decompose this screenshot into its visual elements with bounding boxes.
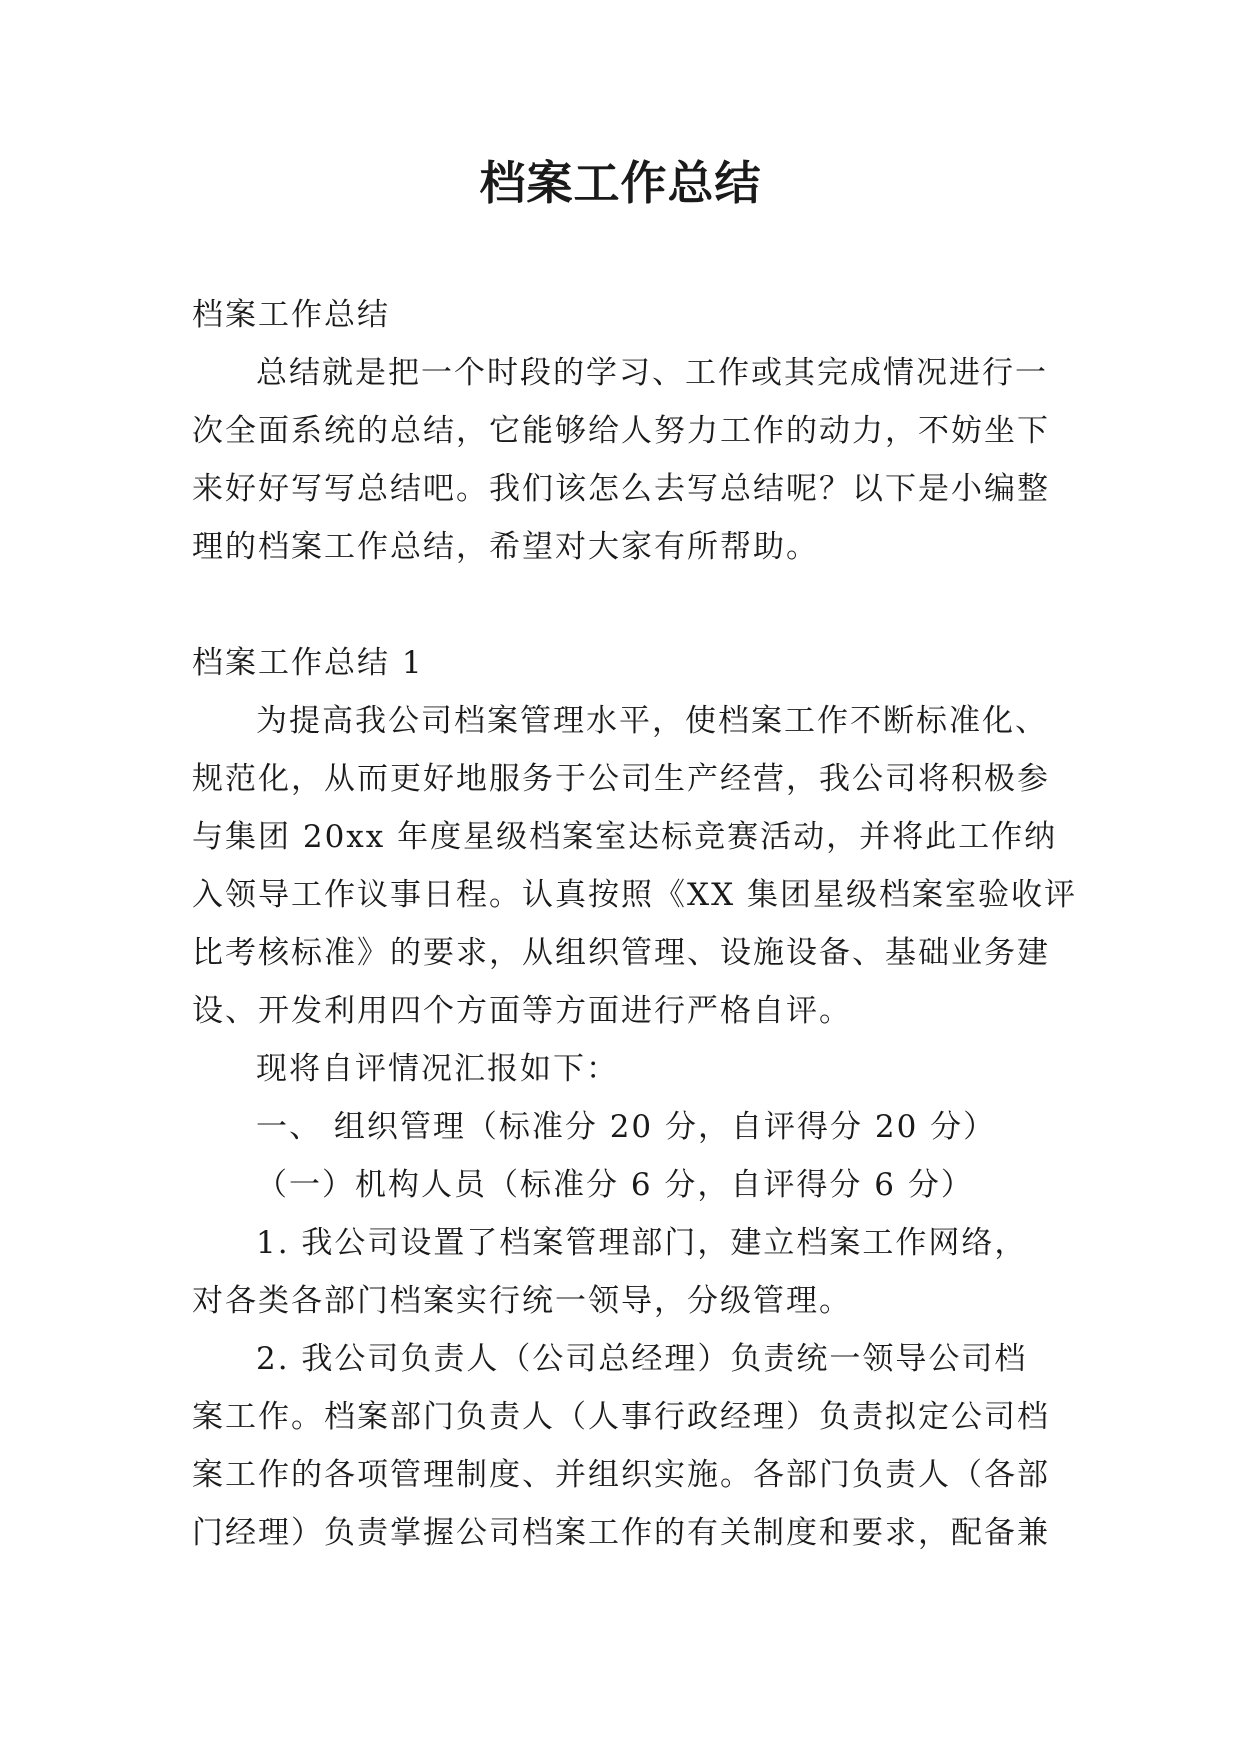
paragraph-line: （一）机构人员（标准分 6 分，自评得分 6 分） (256, 1167, 974, 1203)
section-heading: 档案工作总结 (192, 297, 390, 333)
section-heading: 档案工作总结 1 (192, 645, 424, 681)
document-body (192, 286, 1077, 1562)
paragraph-line: 次全面系统的总结，它能够给人努力工作的动力，不妨坐下 (192, 413, 1050, 449)
paragraph-line: 来好好写写总结吧。我们该怎么去写总结呢？以下是小编整 (192, 471, 1050, 507)
paragraph-line: 与集团 20xx 年度星级档案室达标竞赛活动，并将此工作纳 (192, 819, 1058, 855)
paragraph-line: 2. 我公司负责人（公司总经理）负责统一领导公司档 (256, 1341, 1028, 1377)
paragraph-line: 比考核标准》的要求，从组织管理、设施设备、基础业务建 (192, 935, 1050, 971)
paragraph-line: 对各类各部门档案实行统一领导，分级管理。 (192, 1283, 852, 1319)
document-title: 档案工作总结 (479, 156, 762, 210)
paragraph-line: 门经理）负责掌握公司档案工作的有关制度和要求，配备兼 (192, 1515, 1050, 1551)
paragraph-line: 理的档案工作总结，希望对大家有所帮助。 (192, 529, 819, 565)
paragraph-line: 为提高我公司档案管理水平，使档案工作不断标准化、 (256, 703, 1048, 739)
paragraph-line: 规范化，从而更好地服务于公司生产经营，我公司将积极参 (192, 761, 1050, 797)
blank-line (192, 576, 1054, 634)
paragraph-line: 入领导工作议事日程。认真按照《XX 集团星级档案室验收评 (192, 877, 1077, 913)
paragraph-line: 案工作。档案部门负责人（人事行政经理）负责拟定公司档 (192, 1399, 1050, 1435)
paragraph-line: 一、 组织管理（标准分 20 分，自评得分 20 分） (256, 1109, 997, 1145)
paragraph-line: 1. 我公司设置了档案管理部门，建立档案工作网络， (256, 1225, 1028, 1261)
paragraph-line: 设、开发利用四个方面等方面进行严格自评。 (192, 993, 852, 1029)
paragraph-line: 总结就是把一个时段的学习、工作或其完成情况进行一 (256, 355, 1048, 391)
paragraph-line: 现将自评情况汇报如下： (256, 1051, 619, 1087)
paragraph-line: 案工作的各项管理制度、并组织实施。各部门负责人（各部 (192, 1457, 1050, 1493)
